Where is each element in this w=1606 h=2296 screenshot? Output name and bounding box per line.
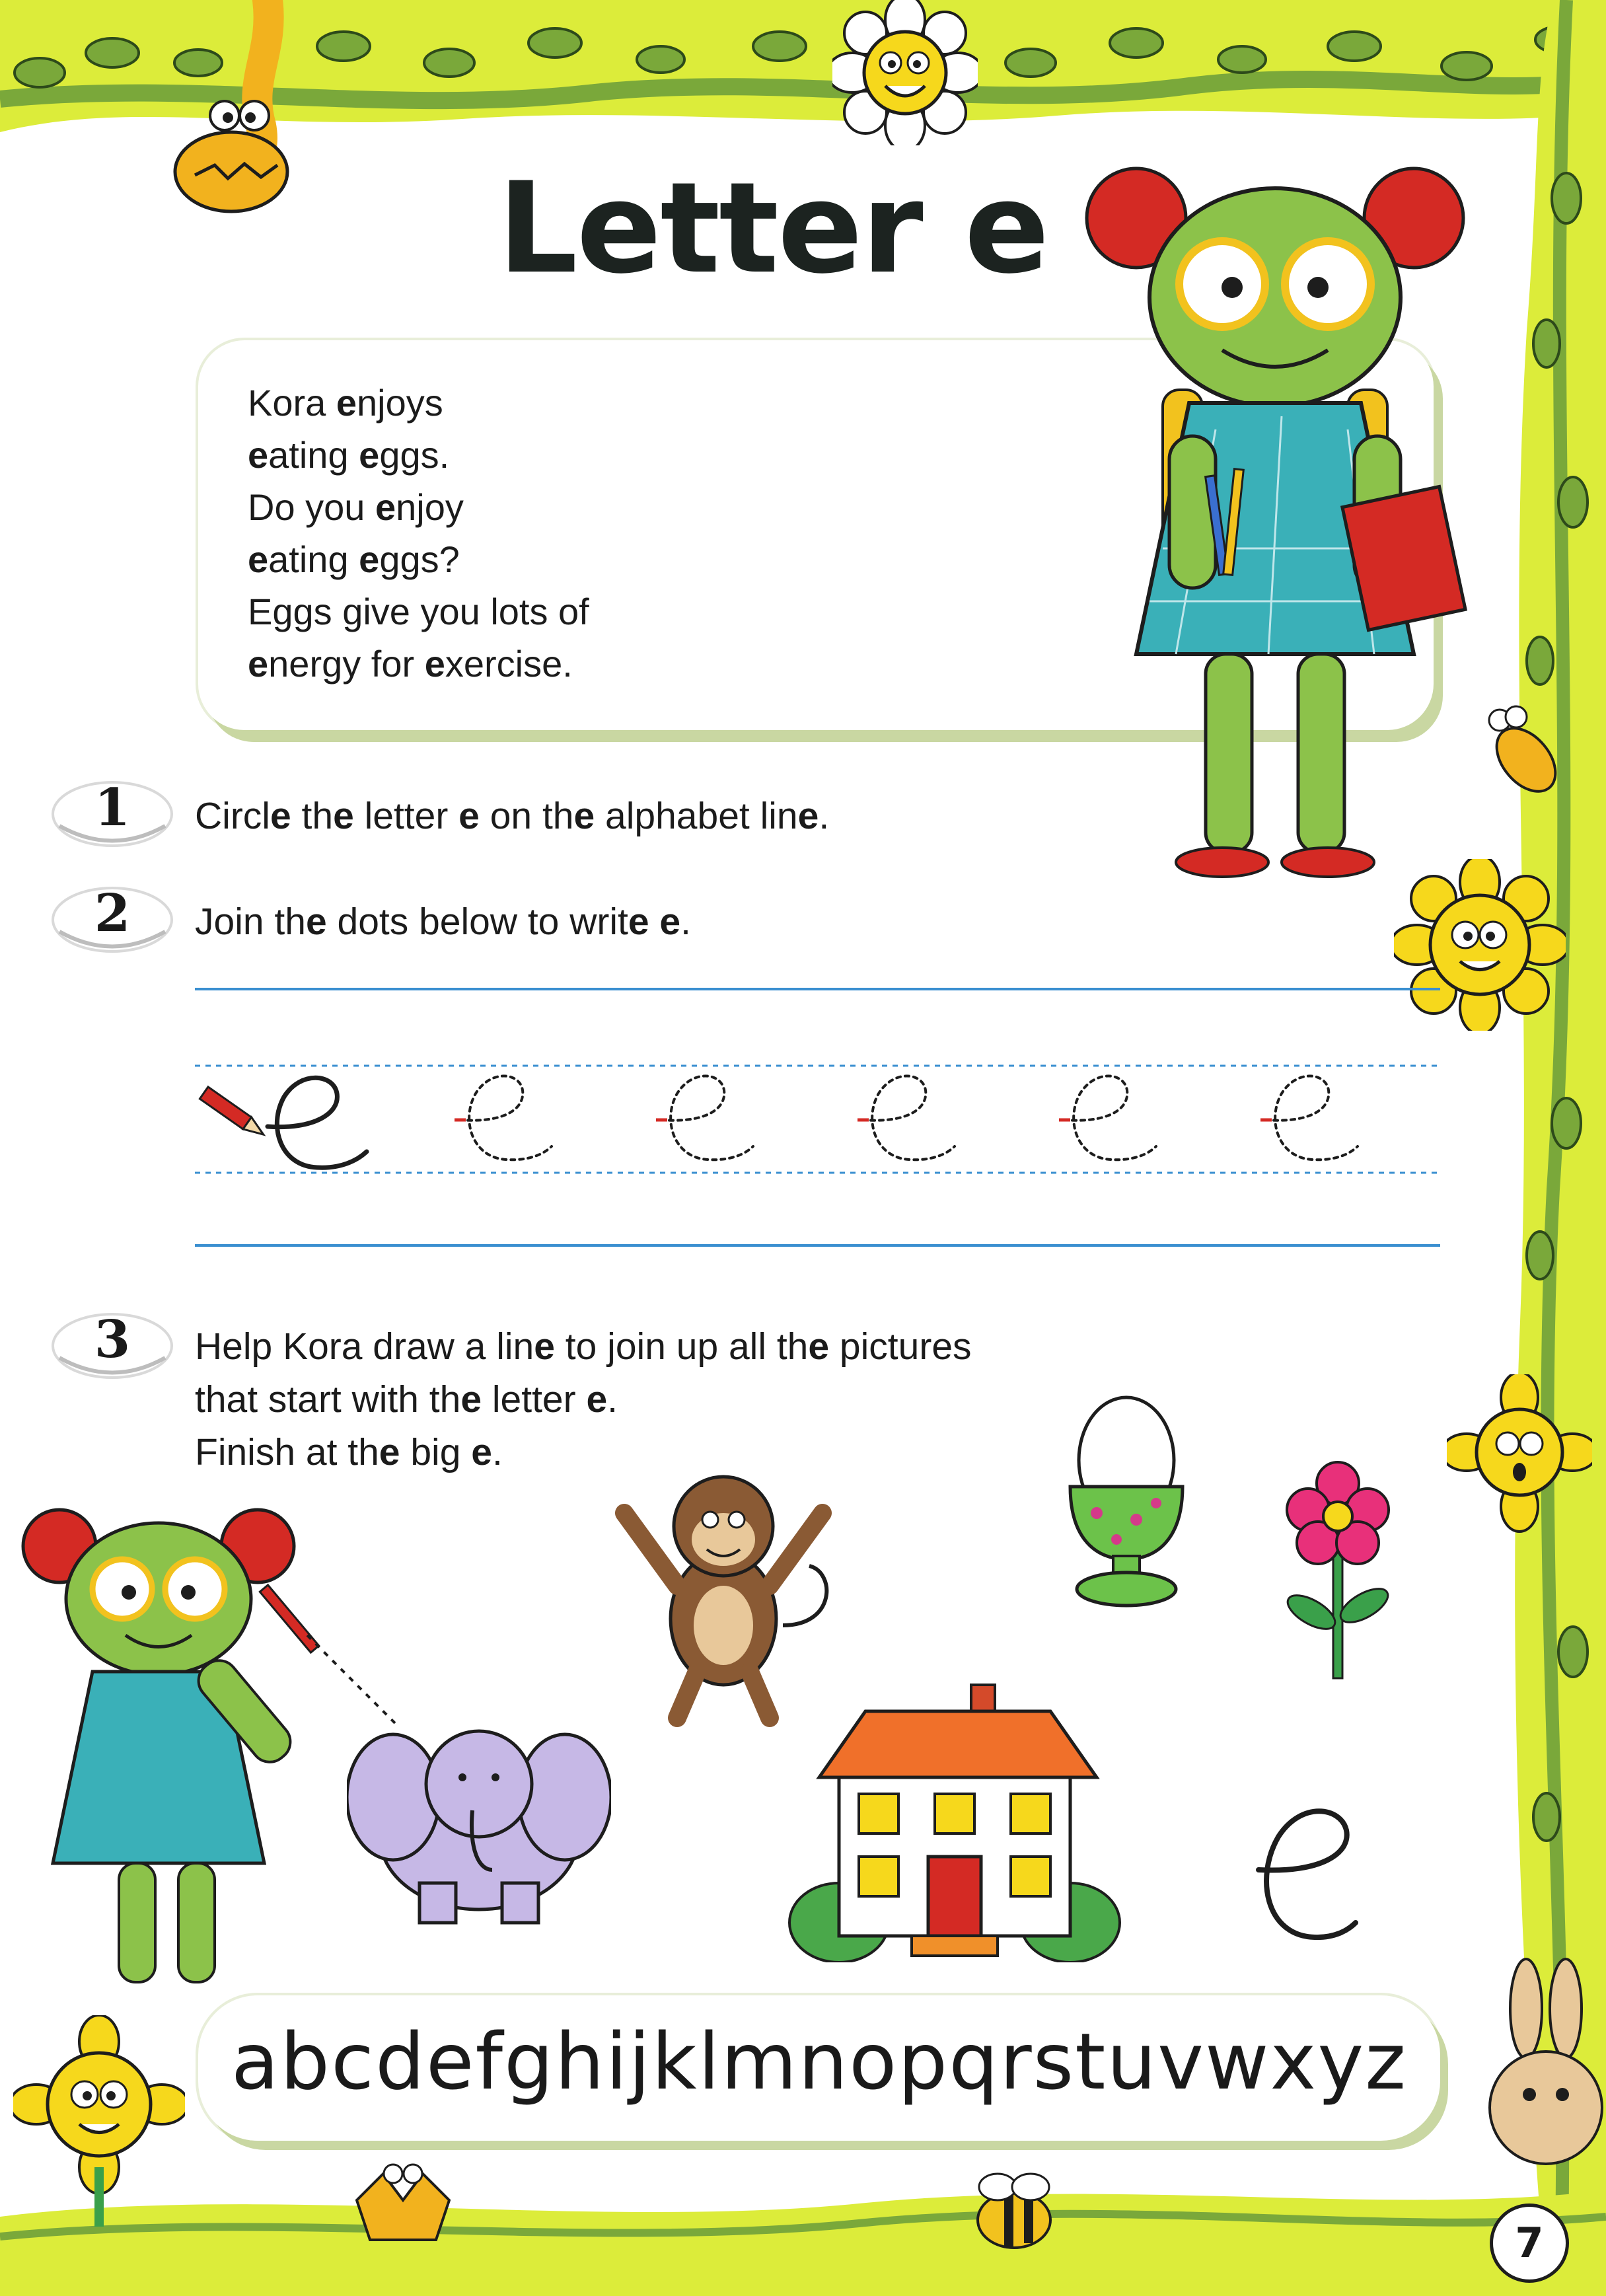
bee-bottom <box>958 2161 1070 2260</box>
text-run: . <box>680 901 691 943</box>
poem-line <box>248 429 589 481</box>
poem-line <box>248 585 589 638</box>
highlighted-letter: e <box>248 434 269 476</box>
page-title: Letter e <box>497 155 1048 301</box>
highlighted-letter: e <box>359 538 380 580</box>
text-run: njoys <box>357 382 443 424</box>
text-run: xercise. <box>445 643 573 685</box>
poem-line <box>248 481 589 533</box>
highlighted-letter: e <box>534 1325 555 1368</box>
house-picture[interactable] <box>786 1645 1123 1962</box>
text-run: on th <box>479 795 574 837</box>
text-run: Finish at th <box>195 1431 379 1473</box>
kora-frog-character <box>1070 152 1493 892</box>
alphabet-line-card <box>198 1995 1440 2141</box>
text-run: Eggs give you lots of <box>248 591 589 632</box>
step-3-number: 3 <box>94 1310 131 1370</box>
highlighted-letter: e <box>375 486 396 528</box>
poem-text <box>248 377 589 690</box>
text-run: njoy <box>396 486 464 528</box>
step-2-number: 2 <box>94 883 131 944</box>
step-3-line <box>195 1426 972 1479</box>
text-run: that start with th <box>195 1378 461 1421</box>
step-2-line <box>195 895 691 948</box>
kora-drawing-character <box>13 1493 330 1995</box>
highlighted-letter: e <box>460 1378 482 1421</box>
text-run: nergy for <box>268 643 425 685</box>
poem-line <box>248 638 589 690</box>
text-run: pictures <box>829 1325 972 1368</box>
flower-picture[interactable] <box>1282 1460 1394 1685</box>
highlighted-letter: e <box>808 1325 830 1368</box>
text-run: big <box>400 1431 472 1473</box>
text-run: ating <box>268 434 359 476</box>
highlighted-letter: e <box>270 795 291 837</box>
step-3-badge <box>46 1305 178 1384</box>
text-run: alphabet lin <box>595 795 798 837</box>
text-run: Do you <box>248 486 375 528</box>
step-1-number: 1 <box>94 778 131 838</box>
text-run: Circl <box>195 795 270 837</box>
flower-face-top <box>832 0 978 145</box>
text-run: . <box>819 795 830 837</box>
highlighted-letter: e <box>359 434 380 476</box>
poem-line <box>248 377 589 429</box>
bunny-bottom-right <box>1473 1956 1605 2194</box>
step-3-instruction <box>195 1320 972 1479</box>
highlighted-letter: e <box>248 643 269 685</box>
step-3-line <box>195 1320 972 1373</box>
flower-critter-bottom <box>344 2154 462 2260</box>
step-2-instruction <box>195 895 691 948</box>
text-run: Kora <box>248 382 336 424</box>
step-1-badge <box>46 773 178 852</box>
highlighted-letter: e <box>458 795 480 837</box>
poem-line <box>248 533 589 585</box>
big-letter-e-target[interactable] <box>1242 1791 1361 1949</box>
egg-cup-picture[interactable] <box>1057 1388 1196 1612</box>
text-run: Join th <box>195 901 306 943</box>
highlighted-letter: e <box>586 1378 608 1421</box>
alphabet-line[interactable]: abcdefghijklmnopqrstuvwxyz <box>231 2016 1408 2107</box>
text-run: letter <box>482 1378 587 1421</box>
text-run: letter <box>353 795 459 837</box>
step-1-instruction <box>195 790 829 842</box>
bee-illustration <box>1473 694 1579 806</box>
step-3-line <box>195 1373 972 1426</box>
sunflower-face-right-lower <box>1447 1374 1592 1533</box>
highlighted-letter: e <box>471 1431 492 1473</box>
highlighted-letter: e <box>379 1431 400 1473</box>
text-run: Help Kora draw a lin <box>195 1325 534 1368</box>
page-number: 7 <box>1490 2203 1569 2283</box>
text-run: to join up all th <box>554 1325 809 1368</box>
highlighted-letter: e <box>336 382 357 424</box>
text-run: th <box>291 795 334 837</box>
step-1-line <box>195 790 829 842</box>
highlighted-letter: e <box>248 538 269 580</box>
text-run: dots below to writ <box>326 901 628 943</box>
highlighted-letter: e e <box>628 901 681 943</box>
highlighted-letter: e <box>573 795 595 837</box>
handwriting-practice-area[interactable] <box>195 988 1440 1252</box>
text-run: ggs. <box>379 434 450 476</box>
elephant-picture[interactable] <box>347 1705 611 1929</box>
text-run: ating <box>268 538 359 580</box>
highlighted-letter: e <box>333 795 354 837</box>
text-run: . <box>607 1378 618 1421</box>
sunflower-face-bottom-left <box>13 2015 185 2227</box>
highlighted-letter: e <box>305 901 327 943</box>
highlighted-letter: e <box>424 643 445 685</box>
highlighted-letter: e <box>797 795 819 837</box>
text-run: ggs? <box>379 538 460 580</box>
text-run: . <box>492 1431 503 1473</box>
step-2-badge <box>46 879 178 958</box>
